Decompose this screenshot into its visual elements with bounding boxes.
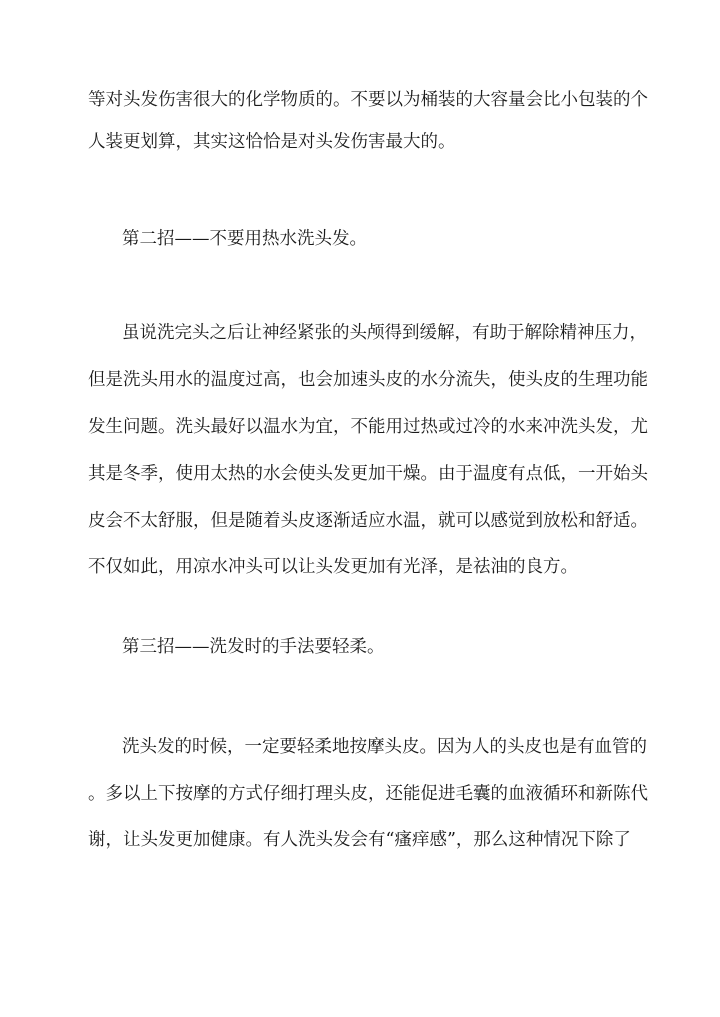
paragraph-line: 人装更划算，其实这恰恰是对头发伤害最大的。 bbox=[88, 132, 456, 152]
paragraph-line: 谢，让头发更加健康。有人洗头发会有“瘙痒感”，那么这种情况下除了 bbox=[88, 830, 631, 850]
paragraph-line: 皮会不太舒服，但是随着头皮逐渐适应水温，就可以感觉到放松和舒适。 bbox=[88, 511, 648, 531]
paragraph-line: 其是冬季，使用太热的水会使头发更加干燥。由于温度有点低，一开始头 bbox=[88, 464, 648, 484]
paragraph-line: 等对头发伤害很大的化学物质的。不要以为桶装的大容量会比小包装的个 bbox=[88, 90, 648, 110]
paragraph-line: 虽说洗完头之后让神经紧张的头颅得到缓解，有助于解除精神压力， bbox=[122, 323, 647, 343]
section-heading: 第三招——洗发时的手法要轻柔。 bbox=[122, 637, 385, 657]
paragraph-line: 洗头发的时候，一定要轻柔地按摩头皮。因为人的头皮也是有血管的 bbox=[122, 737, 647, 757]
paragraph-line: 发生问题。洗头最好以温水为宜，不能用过热或过冷的水来冲洗头发，尤 bbox=[88, 417, 648, 437]
paragraph-line: 。多以上下按摩的方式仔细打理头皮，还能促进毛囊的血液循环和新陈代 bbox=[88, 784, 648, 804]
paragraph-line: 但是洗头用水的温度过高，也会加速头皮的水分流失，使头皮的生理功能 bbox=[88, 370, 648, 390]
paragraph-line: 不仅如此，用凉水冲头可以让头发更加有光泽，是祛油的良方。 bbox=[88, 557, 578, 577]
section-heading: 第二招——不要用热水洗头发。 bbox=[122, 229, 367, 249]
